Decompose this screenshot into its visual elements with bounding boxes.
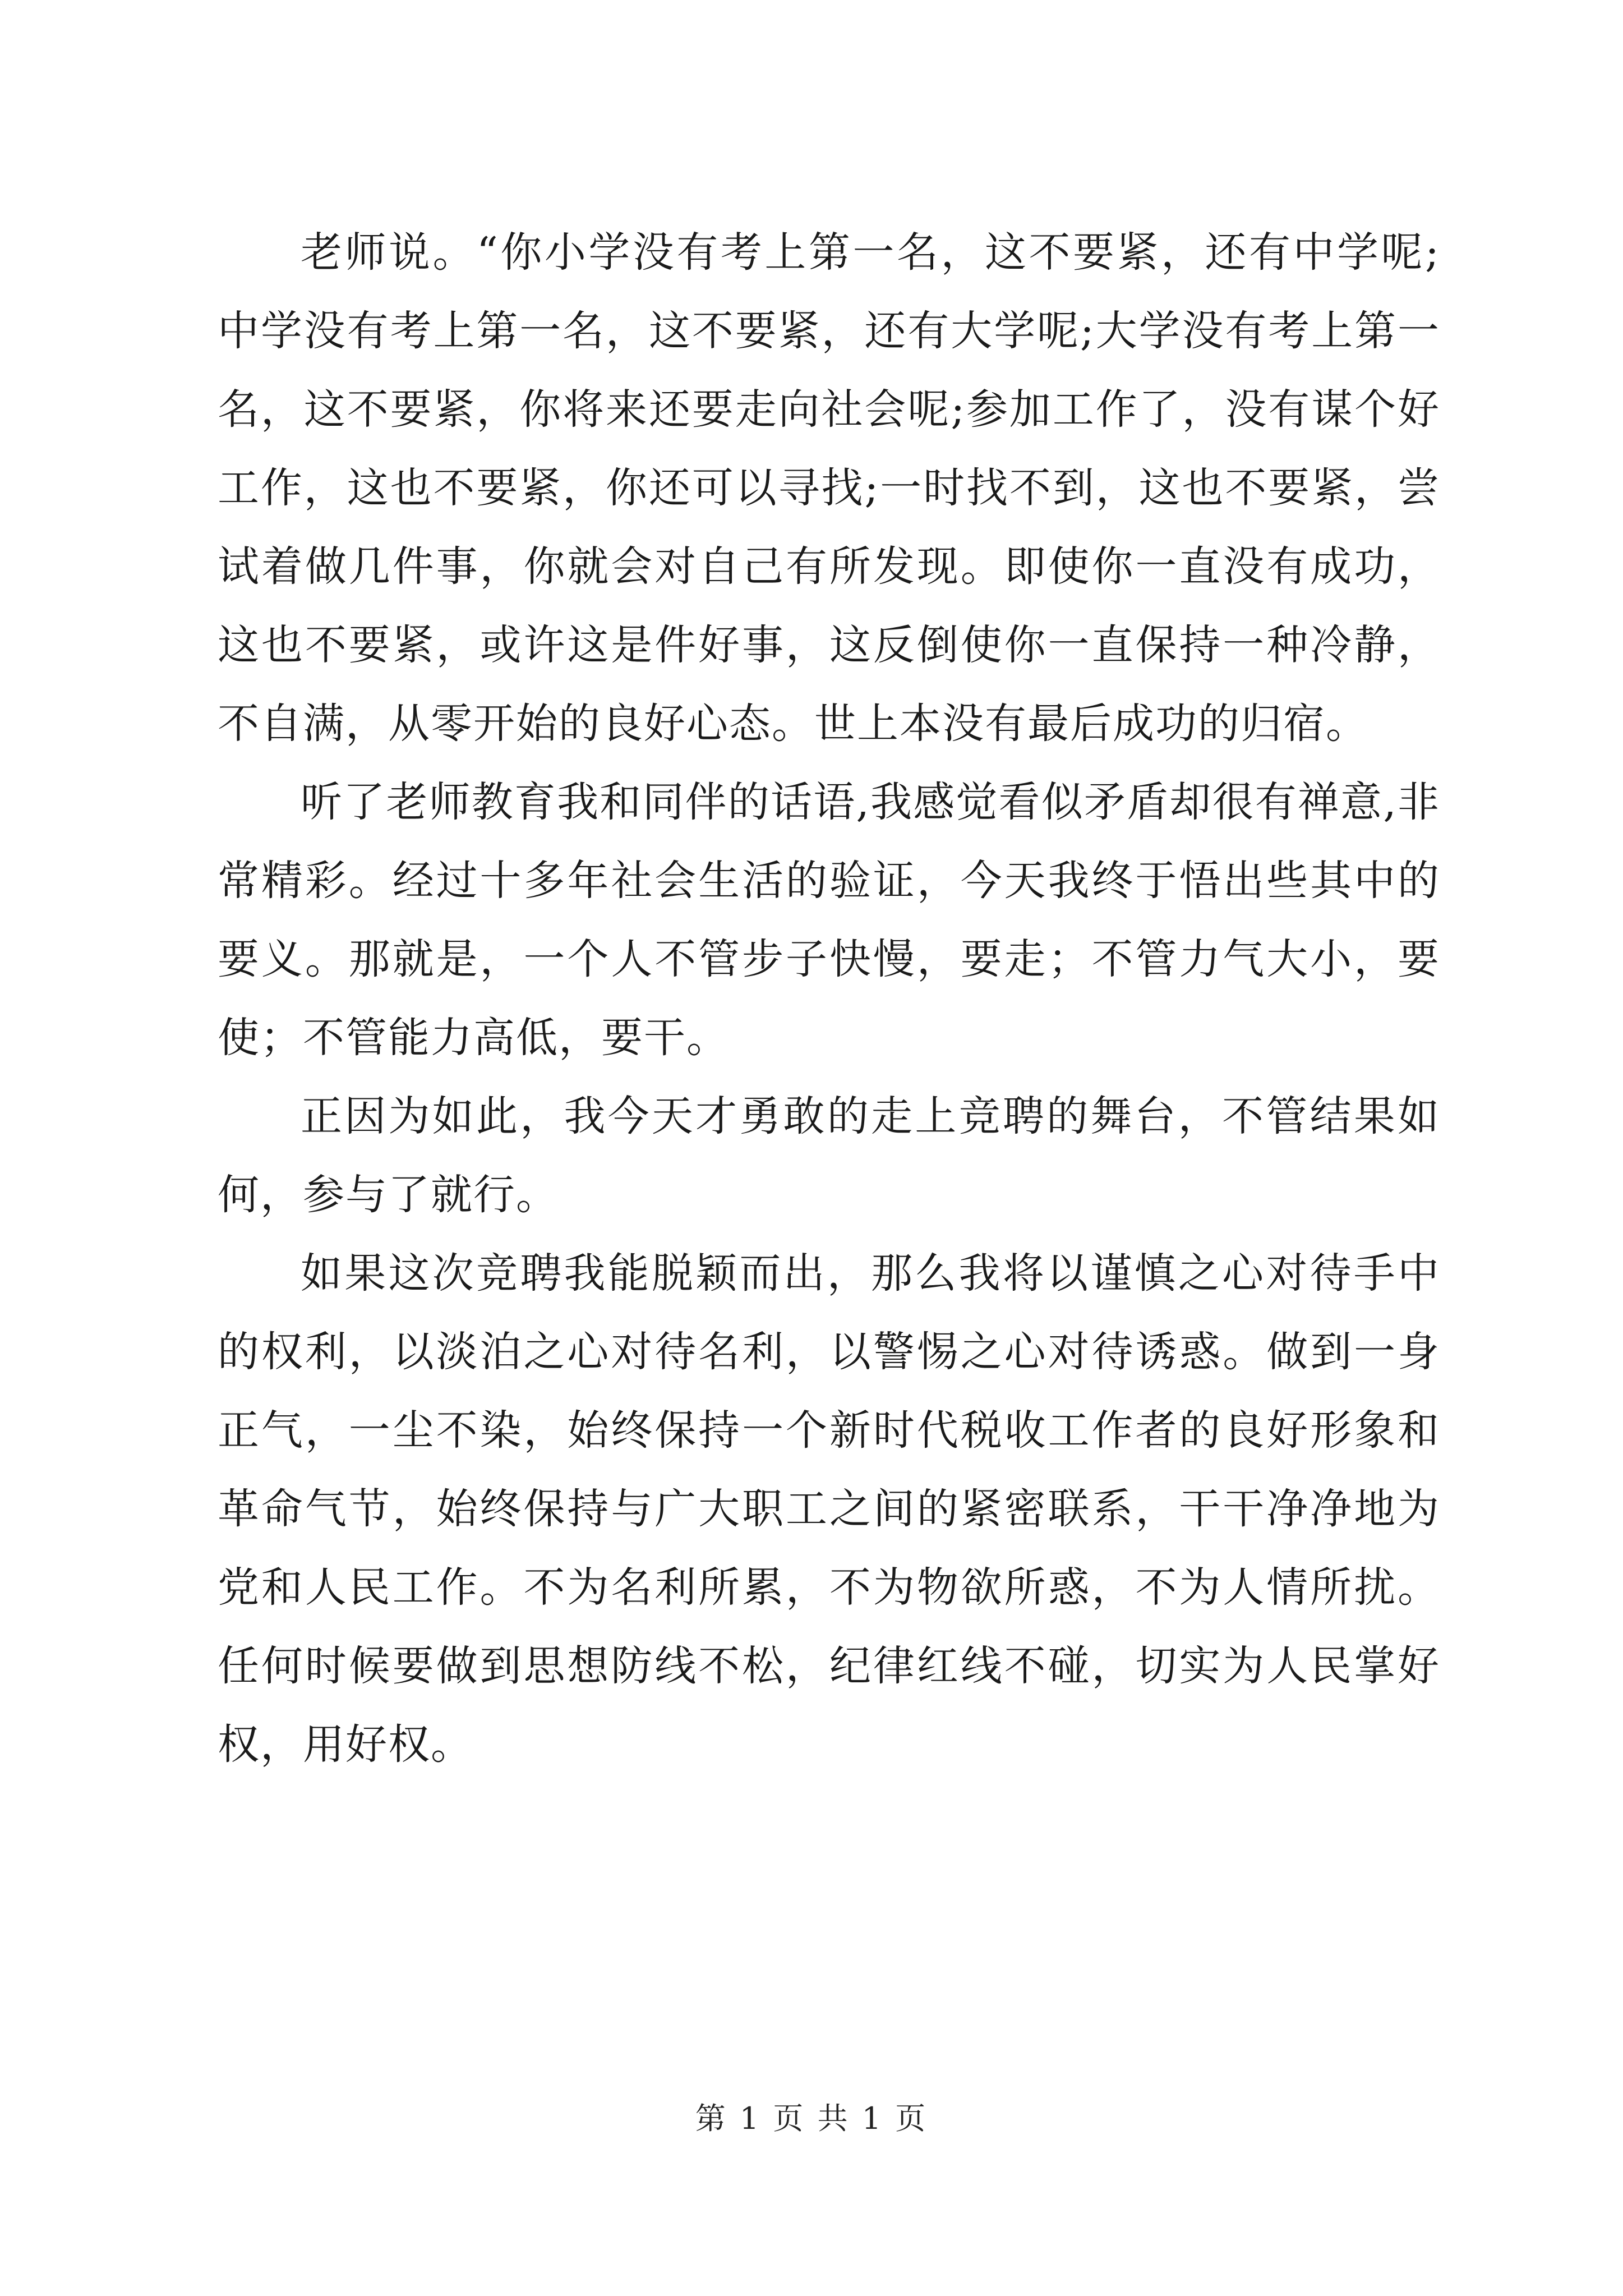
paragraph-teacher-quote: 老师说。“你小学没有考上第一名，这不要紧，还有中学呢;中学没有考上第一名，这不要紧，还有大学呢;大学没有考上第一名，这不要紧，你将来还要走向社会呢;参加工作了，没有谋个好工作，这也不要紧，你还可以寻找;一时找不到，这也不要紧，尝试着做几件事，你就会对自己有所发现。即使你一直没有成功，这也不要紧，或许这是件好事，这反倒使你一直保持一种冷静，不自满，从零开始的良好心态。世上本没有最后成功的归宿。 [218,228,1440,748]
page-footer: 第 1 页 共 1 页 [695,2101,928,2136]
paragraph-courage: 正因为如此，我今天才勇敢的走上竞聘的舞台，不管结果如何，参与了就行。 [218,1092,1440,1219]
paragraph-commitment: 如果这次竞聘我能脱颖而出，那么我将以谨慎之心对待手中的权利，以淡泊之心对待名利，以警惕之心对待诱惑。做到一身正气，一尘不染，始终保持一个新时代税收工作者的良好形象和革命气节，始终保持与广大职工之间的紧密联系，干干净净地为党和人民工作。不为名利所累，不为物欲所惑，不为人情所扰。任何时候要做到思想防线不松，纪律红线不碰，切实为人民掌好权，用好权。 [218,1249,1440,1769]
document-body [218,213,1440,1784]
paragraph-reflection: 听了老师教育我和同伴的话语,我感觉看似矛盾却很有禅意,非常精彩。经过十多年社会生活的验证，今天我终于悟出些其中的要义。那就是，一个人不管步子快慢，要走；不管力气大小，要使；不管能力高低，要干。 [218,778,1440,1062]
